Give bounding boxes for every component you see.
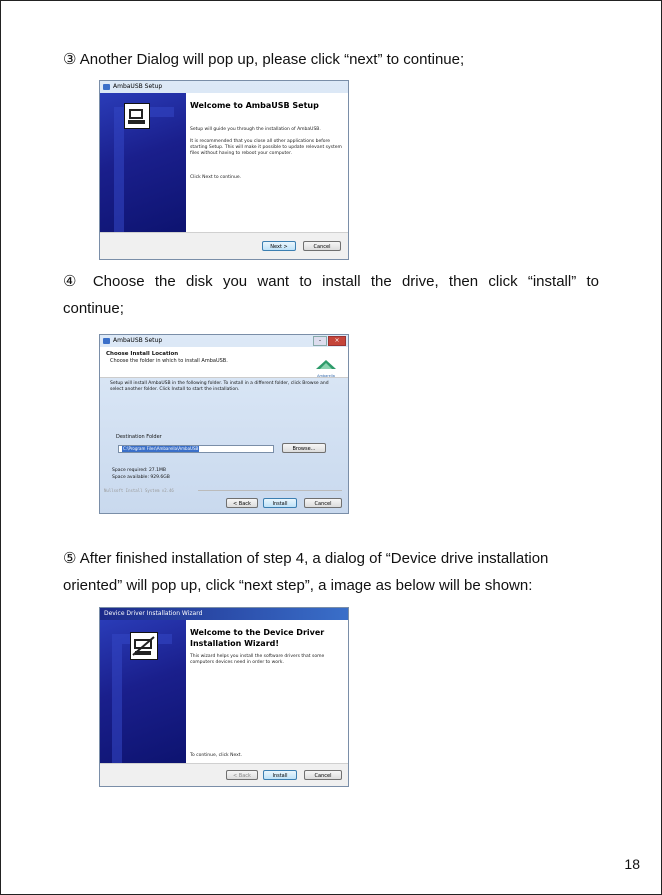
ambarella-brand: Ambarella bbox=[317, 374, 335, 378]
dialog1-titlebar[interactable] bbox=[100, 81, 348, 93]
step5-text-line2: oriented” will pop up, click “next step”, a image as below will be shown: bbox=[63, 577, 533, 594]
dialog2-subheading: Choose the folder in which to install AmbaUSB. bbox=[110, 358, 228, 364]
dialog3-content bbox=[186, 620, 348, 764]
installer-icon bbox=[124, 103, 150, 129]
dialog3-footer bbox=[100, 763, 348, 786]
dest-folder-value: C:\Program Files\Ambarella\AmbaUSB bbox=[123, 446, 199, 451]
dialog2-title: AmbaUSB Setup bbox=[113, 337, 163, 344]
dialog3-titlebar[interactable] bbox=[100, 608, 348, 620]
dialog3-heading-line2: Installation Wizard! bbox=[190, 639, 280, 648]
dialog3-sidebar-graphic bbox=[100, 620, 186, 764]
cancel-button[interactable]: Cancel bbox=[304, 770, 342, 780]
setup-icon bbox=[103, 84, 110, 90]
dialog2-description: Setup will install AmbaUSB in the following folder. To install in a different folder, click Browse and select another folder. Click Install to start the installation. bbox=[110, 381, 329, 392]
install-button[interactable]: Install bbox=[263, 770, 297, 780]
dest-folder-input[interactable] bbox=[118, 445, 274, 453]
back-button[interactable]: < Back bbox=[226, 498, 258, 508]
dialog1-para2: It is recommended that you close all other applications before starting Setup. This will make it possible to update relevant system files without having to reboot your computer. bbox=[190, 139, 342, 156]
page-number: 18 bbox=[624, 856, 640, 872]
dialog2-titlebar[interactable] bbox=[100, 335, 348, 347]
dialog-install-location bbox=[99, 334, 349, 514]
dialog1-sidebar-graphic bbox=[100, 93, 186, 233]
nullsoft-label: Nullsoft Install System v2.46 bbox=[104, 488, 174, 493]
back-button[interactable]: < Back bbox=[226, 770, 258, 780]
dialog3-para2: To continue, click Next. bbox=[190, 753, 242, 758]
next-button[interactable]: Next > bbox=[262, 241, 296, 251]
cancel-button[interactable]: Cancel bbox=[304, 498, 342, 508]
minimize-icon[interactable]: – bbox=[313, 336, 327, 346]
dialog-driver-wizard bbox=[99, 607, 349, 787]
ambarella-logo bbox=[316, 355, 336, 378]
dialog1-title: AmbaUSB Setup bbox=[113, 83, 163, 90]
step4-text-line1: ④ Choose the disk you want to install the drive, then click “install” to bbox=[63, 273, 599, 290]
step3-text: ③ Another Dialog will pop up, please click “next” to continue; bbox=[63, 51, 465, 68]
space-required: Space required: 27.1MB bbox=[112, 468, 166, 473]
driver-wizard-icon bbox=[130, 632, 158, 660]
cancel-button[interactable]: Cancel bbox=[303, 241, 341, 251]
dialog1-para1: Setup will guide you through the installation of AmbaUSB. bbox=[190, 127, 321, 132]
dialog1-content bbox=[186, 93, 348, 233]
step5-text-line1: ⑤ After finished installation of step 4, a dialog of “Device drive installation bbox=[63, 550, 549, 567]
dialog-ambausb-welcome bbox=[99, 80, 349, 260]
dialog1-para3: Click Next to continue. bbox=[190, 175, 242, 180]
dialog3-para1: This wizard helps you install the software drivers that some computers devices need in order to work. bbox=[190, 654, 325, 665]
dialog1-heading: Welcome to AmbaUSB Setup bbox=[190, 101, 319, 110]
dialog3-title: Device Driver Installation Wizard bbox=[104, 610, 203, 617]
footer-divider bbox=[198, 490, 342, 491]
dest-folder-label: Destination Folder bbox=[116, 434, 162, 440]
browse-button[interactable]: Browse... bbox=[282, 443, 326, 453]
dialog3-heading-line1: Welcome to the Device Driver bbox=[190, 628, 325, 637]
install-button[interactable]: Install bbox=[263, 498, 297, 508]
space-available: Space available: 929.6GB bbox=[112, 475, 170, 480]
dialog2-header bbox=[100, 347, 348, 378]
close-icon[interactable]: × bbox=[328, 336, 346, 346]
dialog2-heading: Choose Install Location bbox=[106, 351, 179, 357]
step4-text-line2: continue; bbox=[63, 300, 124, 317]
setup-icon bbox=[103, 338, 110, 344]
dialog1-footer bbox=[100, 232, 348, 259]
